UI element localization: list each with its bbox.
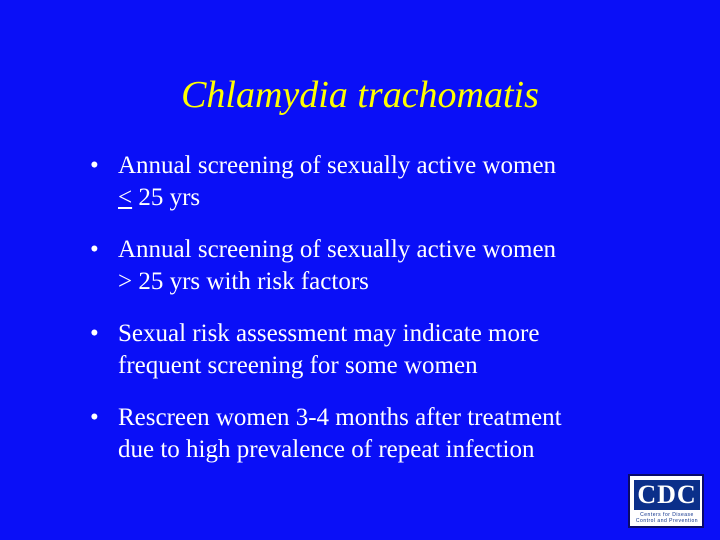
bullet-list bbox=[90, 150, 690, 486]
bullet-line: Annual screening of sexually active women bbox=[118, 236, 557, 263]
bullet-line: 25 yrs bbox=[132, 184, 201, 211]
bullet-line: frequent screening for some women bbox=[118, 352, 478, 379]
cdc-logo-subtext: Centers for Disease Control and Prevention bbox=[635, 512, 699, 524]
less-or-equal-symbol: < bbox=[118, 184, 133, 211]
cdc-logo-text: CDC bbox=[637, 480, 697, 509]
bullet-dot-icon: • bbox=[90, 152, 99, 179]
bullet-line: Rescreen women 3-4 months after treatment bbox=[118, 404, 562, 431]
bullet-line: > 25 yrs with risk factors bbox=[118, 268, 369, 295]
bullet-dot-icon: • bbox=[90, 320, 99, 347]
bullet-item-annual-screening-under-25 bbox=[90, 150, 690, 214]
bullet-line: due to high prevalence of repeat infection bbox=[118, 436, 535, 463]
bullet-dot-icon: • bbox=[90, 404, 99, 431]
bullet-dot-icon: • bbox=[90, 236, 99, 263]
bullet-item-risk-assessment bbox=[90, 318, 690, 382]
cdc-logo-box bbox=[634, 480, 700, 510]
bullet-item-rescreen bbox=[90, 402, 690, 466]
bullet-item-annual-screening-over-25 bbox=[90, 234, 690, 298]
slide-title: Chlamydia trachomatis bbox=[181, 74, 539, 116]
bullet-line: Annual screening of sexually active women bbox=[118, 152, 557, 179]
cdc-logo bbox=[628, 474, 704, 528]
bullet-line: Sexual risk assessment may indicate more bbox=[118, 320, 540, 347]
